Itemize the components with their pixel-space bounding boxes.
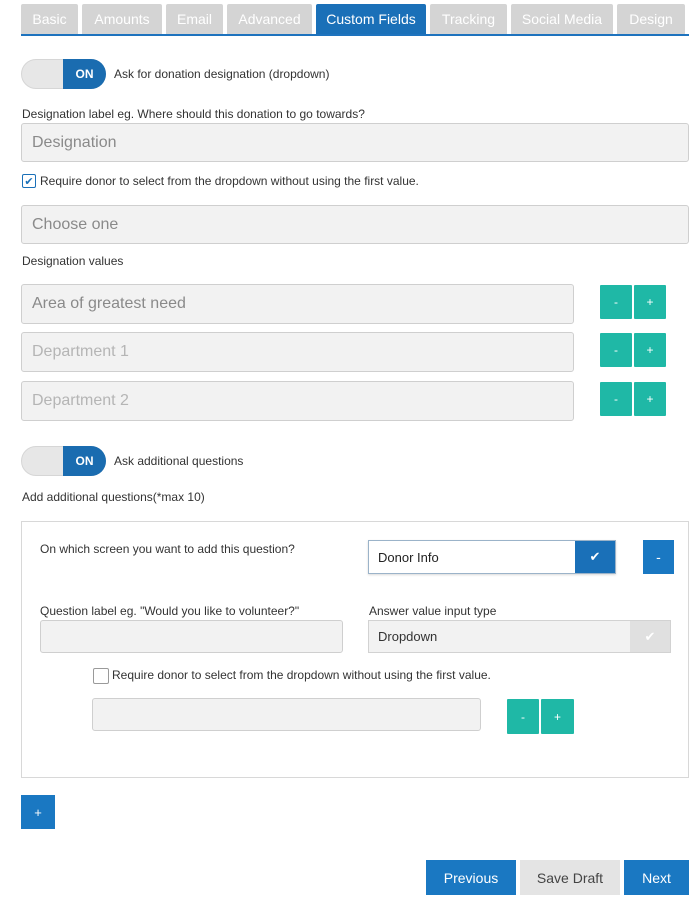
designation-value-add-button-2[interactable]: + [634, 333, 666, 367]
designation-value-remove-button-2[interactable]: - [600, 333, 632, 367]
question-option-input[interactable] [92, 698, 481, 731]
tab-social-media[interactable]: Social Media [511, 4, 613, 34]
next-button[interactable]: Next [624, 860, 689, 895]
question-require-checkbox[interactable] [93, 668, 109, 684]
designation-values-caption: Designation values [22, 254, 124, 268]
check-icon: ✔ [24, 175, 34, 188]
question-option-remove-button[interactable]: - [507, 699, 539, 734]
check-icon: ✔ [575, 541, 615, 573]
designation-require-label: Require donor to select from the dropdown without using the first value. [40, 174, 419, 188]
designation-toggle-caption: Ask for donation designation (dropdown) [114, 67, 330, 81]
designation-value-remove-button-1[interactable]: - [600, 285, 632, 319]
tab-design[interactable]: Design [617, 4, 685, 34]
designation-value-add-button-1[interactable]: + [634, 285, 666, 319]
answer-type-caption: Answer value input type [369, 604, 497, 618]
tab-basic[interactable]: Basic [21, 4, 78, 34]
designation-value-input-2[interactable]: Department 1 [21, 332, 574, 372]
designation-value-remove-button-3[interactable]: - [600, 382, 632, 416]
designation-value-input-1[interactable]: Area of greatest need [21, 284, 574, 324]
tab-email[interactable]: Email [166, 4, 223, 34]
remove-question-button[interactable]: - [643, 540, 674, 574]
screen-select[interactable] [368, 540, 616, 574]
question-label-input[interactable] [40, 620, 343, 653]
add-question-button[interactable]: + [21, 795, 55, 829]
designation-toggle[interactable] [21, 59, 106, 89]
tab-bar [21, 4, 689, 36]
answer-type-select[interactable] [368, 620, 671, 653]
designation-require-checkbox[interactable] [22, 174, 36, 188]
question-label-caption: Question label eg. "Would you like to volunteer?" [40, 604, 300, 618]
save-draft-button[interactable]: Save Draft [520, 860, 620, 895]
answer-type-value: Dropdown [378, 629, 438, 644]
tab-custom-fields[interactable]: Custom Fields [316, 4, 426, 34]
designation-toggle-state: ON [63, 59, 106, 89]
question-option-add-button[interactable]: + [541, 699, 574, 734]
questions-toggle-state: ON [63, 446, 106, 476]
questions-add-caption: Add additional questions(*max 10) [22, 490, 205, 504]
designation-value-input-3[interactable]: Department 2 [21, 381, 574, 421]
tab-amounts[interactable]: Amounts [82, 4, 162, 34]
tab-tracking[interactable]: Tracking [430, 4, 507, 34]
designation-label-caption: Designation label eg. Where should this donation to go towards? [22, 107, 365, 121]
questions-toggle[interactable] [21, 446, 106, 476]
designation-label-input[interactable]: Designation [21, 123, 689, 162]
check-icon: ✔ [630, 621, 670, 652]
screen-select-value: Donor Info [378, 549, 439, 565]
previous-button[interactable]: Previous [426, 860, 516, 895]
designation-first-value-input[interactable]: Choose one [21, 205, 689, 244]
questions-toggle-caption: Ask additional questions [114, 454, 244, 468]
tab-advanced[interactable]: Advanced [227, 4, 312, 34]
designation-value-add-button-3[interactable]: + [634, 382, 666, 416]
screen-question-label: On which screen you want to add this question? [40, 542, 295, 556]
question-require-label: Require donor to select from the dropdown without using the first value. [112, 668, 491, 682]
question-panel [21, 521, 689, 778]
